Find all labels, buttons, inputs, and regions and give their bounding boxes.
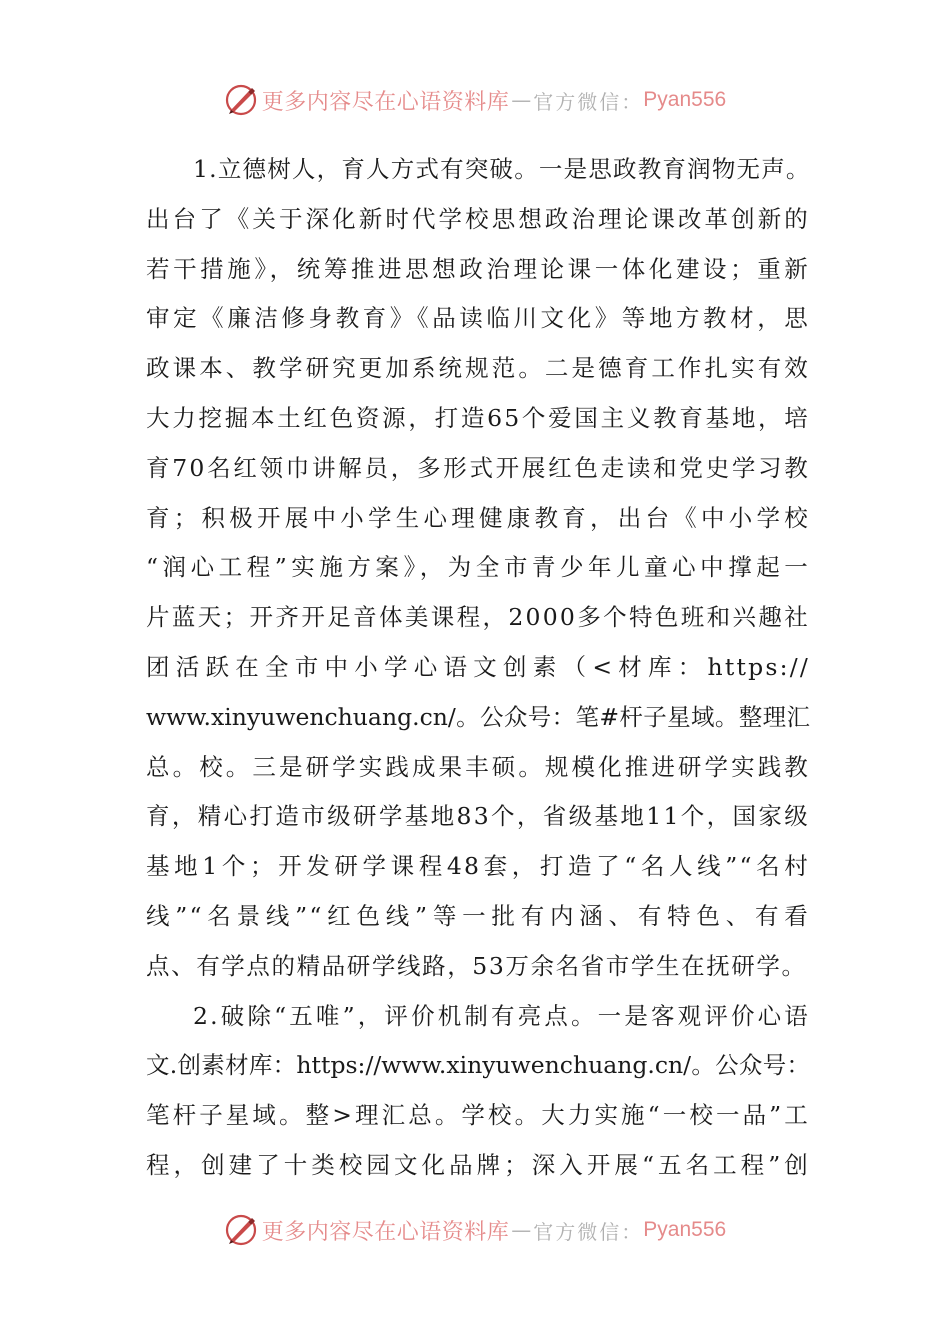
paragraph-1-line: “润心工程”实施方案》，为全市青少年儿童心中撑起一 [146,553,810,582]
paragraph-1-line: 审定《廉洁修身教育》《品读临川文化》等地方教材，思 [146,304,810,333]
paragraph-1-line: 总。校。三是研学实践成果丰硕。规模化推进研学实践教 [146,752,810,781]
paragraph-1-line: 点、有学点的精品研学线路，53万余名省市学生在抚研学。 [146,951,807,980]
paragraph-1-line: 育70名红领巾讲解员，多形式开展红色走读和党史学习教 [146,453,810,482]
banner-brand-text: 更多内容尽在心语资料库 [261,89,510,115]
document-body [146,145,810,1191]
paragraph-1-line: 团活跃在全市中小学心语文创素（<材库：https:// [146,652,810,681]
pen-logo-icon [224,1213,258,1247]
paragraph-1-line: www.xinyuwenchuang.cn/。公众号：笔#杆子星域。整理汇 [146,702,810,731]
banner-wechat-label: 官方微信： [533,1219,644,1244]
banner-dash: — [511,1218,532,1242]
paragraph-2-line: 2.破除“五唯”，评价机制有亮点。一是客观评价心语 [193,1001,810,1030]
paragraph-1-line: 线”“名景线”“红色线”等一批有内涵、有特色、有看 [146,901,810,930]
paragraph-1-line: 出台了《关于深化新时代学校思想政治理论课改革创新的 [146,204,810,233]
paragraph-1-line: 育；积极开展中小学生心理健康教育，出台《中小学校 [146,503,810,532]
footer-watermark-banner [0,1208,950,1252]
paragraph-2-line: 文.创素材库：https://www.xinyuwenchuang.cn/。公众号： [146,1051,810,1080]
banner-wechat-label: 官方微信： [533,89,644,114]
paragraph-2-line: 笔杆子星域。整>理汇总。学校。大力实施“一校一品”工 [146,1101,810,1130]
pen-logo-icon [224,83,258,117]
paragraph-1-line: 政课本、教学研究更加系统规范。二是德育工作扎实有效 [146,354,810,383]
paragraph-1-line: 1.立德树人，育人方式有突破。一是思政教育润物无声。 [193,155,811,183]
header-watermark-banner [0,78,950,122]
paragraph-1-line: 片蓝天；开齐开足音体美课程，2000多个特色班和兴趣社 [146,603,810,632]
banner-wechat-id: Pyan556 [643,1218,727,1241]
paragraph-1-line: 若干措施》，统筹推进思想政治理论课一体化建设；重新 [146,254,810,283]
banner-brand-text: 更多内容尽在心语资料库 [261,1219,510,1245]
banner-wechat-id: Pyan556 [643,88,727,111]
paragraph-2-line: 程，创建了十类校园文化品牌；深入开展“五名工程”创 [146,1150,810,1179]
banner-dash: — [511,88,532,112]
paragraph-1-line: 育，精心打造市级研学基地83个，省级基地11个，国家级 [146,802,810,831]
paragraph-1-line: 基地1个；开发研学课程48套，打造了“名人线”“名村 [146,852,810,881]
paragraph-1-line: 大力挖掘本土红色资源，打造65个爱国主义教育基地，培 [146,403,810,432]
